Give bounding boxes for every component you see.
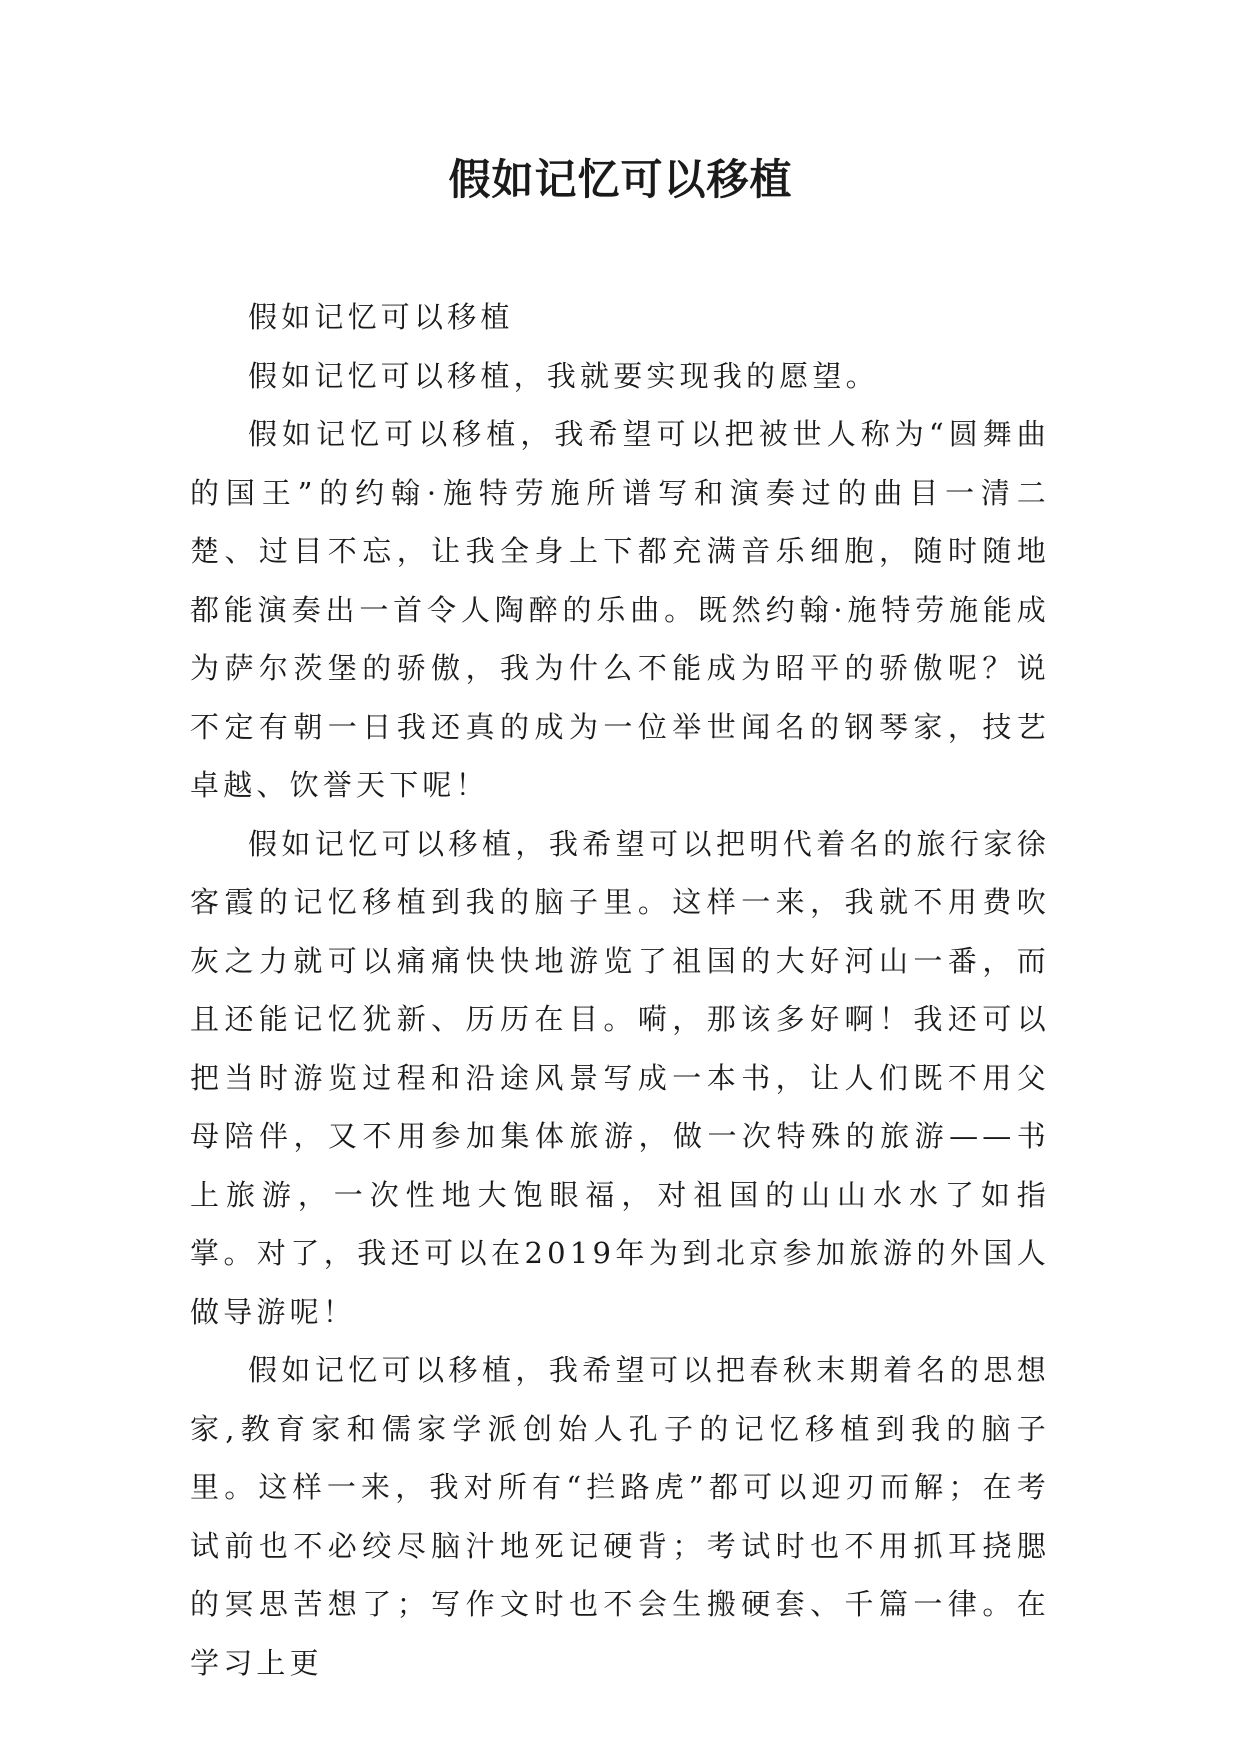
document-body (190, 288, 1050, 1692)
paragraph-3: 假如记忆可以移植，我希望可以把被世人称为“圆舞曲的国王”的约翰·施特劳施所谱写和演奏过的曲目一清二楚、过目不忘，让我全身上下都充满音乐细胞，随时随地都能演奏出一首令人陶醉的乐曲。既然约翰·施特劳施能成为萨尔茨堡的骄傲，我为什么不能成为昭平的骄傲呢？说不定有朝一日我还真的成为一位举世闻名的钢琴家，技艺卓越、饮誉天下呢！ (190, 417, 1050, 802)
paragraph-2: 假如记忆可以移植，我就要实现我的愿望。 (248, 358, 879, 393)
paragraph-1: 假如记忆可以移植 (248, 300, 514, 334)
paragraph-5: 假如记忆可以移植，我希望可以把春秋末期着名的思想家,教育家和儒家学派创始人孔子的记忆移植到我的脑子里。这样一来，我对所有“拦路虎”都可以迎刃而解；在考试前也不必绞尽脑汁地死记硬背；考试时也不用抓耳挠腮的冥思苦想了；写作文时也不会生搬硬套、千篇一律。在学习上更 (190, 1353, 1050, 1680)
paragraph-4: 假如记忆可以移植，我希望可以把明代着名的旅行家徐客霞的记忆移植到我的脑子里。这样一来，我就不用费吹灰之力就可以痛痛快快地游览了祖国的大好河山一番，而且还能记忆犹新、历历在目。嗬，那该多好啊！我还可以把当时游览过程和沿途风景写成一本书，让人们既不用父母陪伴，又不用参加集体旅游，做一次特殊的旅游——书上旅游，一次性地大饱眼福，对祖国的山山水水了如指掌。对了，我还可以在2019年为到北京参加旅游的外国人做导游呢！ (190, 826, 1050, 1329)
document-title: 假如记忆可以移植 (448, 155, 793, 204)
